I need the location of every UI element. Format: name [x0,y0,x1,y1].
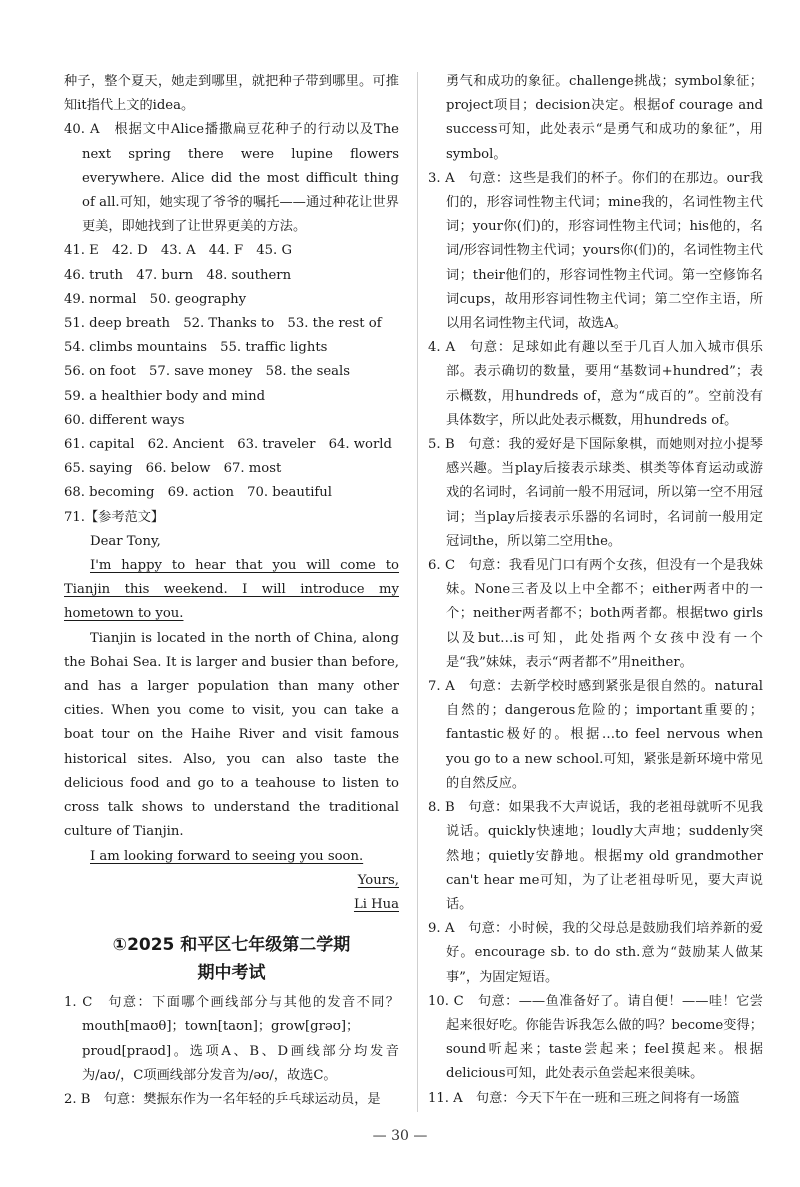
q71-label: 71.【参考范文】 [64,509,165,525]
answer-line: 60. different ways [64,412,185,428]
answer-line: 54. climbs mountains 55. traffic lights [64,340,328,356]
q2-answer-start: 2. B 句意：樊振东作为一名年轻的乒乓球运动员，是 [64,1091,381,1107]
section-title [64,931,399,987]
q1-answer: 1. C 句意：下面哪个画线部分与其他的发音不同？mouth[maʊθ]；town[taʊn]；grow[grəʊ]；proud[praʊd]。选项A、B、D画线部分均发音为/aʊ/，C项画线部分发音为/əʊ/，故选C。 [64,995,399,1083]
answer-line: 51. deep breath 52. Thanks to 53. the rest of [64,316,382,332]
letter-closing: I am looking forward to seeing you soon. [90,848,364,864]
q11-answer-start: 11. A 句意：今天下午在一班和三班之间将有一场篮 [428,1090,740,1106]
right-column [428,70,763,1111]
page-number: — 30 — [372,1128,428,1144]
answer-line: 49. normal 50. geography [64,291,247,307]
q5-answer: 5. B 句意：我的爱好是下国际象棋，而她则对拉小提琴感兴趣。当play后接表示球类、棋类等体育运动或游戏的名词时，名词前一般不用冠词，所以第一空不用冠词；当play后接表示乐器的名词时，名词前一般用定冠词the，所以第二空用the。 [428,437,763,549]
q10-answer: 10. C 句意：——鱼准备好了。请自便！——哇！它尝起来很好吃。你能告诉我怎么做的吗？become变得；sound听起来；taste尝起来；feel摸起来。根据delicious可知，此处表示鱼尝起来很美味。 [428,993,763,1082]
answer-line: 65. saying 66. below 67. most [64,461,282,477]
letter-sign-name: Li Hua [353,896,399,912]
answer-line: 46. truth 47. burn 48. southern [64,267,292,283]
q8-answer: 8. B 句意：如果我不大声说话，我的老祖母就听不见我说话。quickly快速地；loudly大声地；suddenly突然地；quietly安静地。根据my old grandmother can't hear me可知，为了让老祖母听见，要大声说话。 [428,800,763,912]
q9-answer: 9. A 句意：小时候，我的父母总是鼓励我们培养新的爱好。encourage sb. to do sth.意为“鼓励某人做某事”，为固定短语。 [428,921,763,985]
letter-salutation: Dear Tony, [90,533,161,549]
answer-line: 41. E 42. D 43. A 44. F 45. G [64,243,292,259]
short-answers [64,239,399,505]
q6-answer: 6. C 句意：我看见门口有两个女孩，但没有一个是我妹妹。None三者及以上中全都不；either两者中的一个；neither两者都不；both两者都。根据two girls以及but…is可知，此处指两个女孩中没有一个是“我”妹妹，表示“两者都不”用neither。 [428,558,763,670]
answer-line: 61. capital 62. Ancient 63. traveler 64. world [64,437,392,453]
q4-answer: 4. A 句意：足球如此有趣以至于几百人加入城市俱乐部。表示确切的数量，要用“基数词+hundred”；表示概数，用hundreds of，意为“成百的”。空前没有具体数字，所以此处表示概数，用hundreds of。 [428,340,763,428]
letter-para-1: I'm happy to hear that you will come to Tianjin this weekend. I will introduce my hometown to you. [64,558,399,622]
q40-answer: 40. A 根据文中Alice播撒扁豆花种子的行动以及The next spring there were lupine flowers everywhere. Alice did the most difficult thing of all.可知，她实现了爷爷的嘱托——通过种花让世界更美，即她找到了让世界更美的方法。 [64,122,399,235]
letter-sign-yours: Yours, [357,872,399,888]
section-title-line-2: 期中考试 [197,963,266,984]
q2-continuation: 勇气和成功的象征。challenge挑战；symbol象征；project项目；decision决定。根据of courage and success可知，此处表示“是勇气和成功的象征”，用symbol。 [446,74,763,162]
section-title-line-1: ①2025 和平区七年级第二学期 [112,935,351,956]
q7-answer: 7. A 句意：去新学校时感到紧张是很自然的。natural自然的；dangerous危险的；important重要的；fantastic极好的。根据…to feel nervous when you go to a new school.可知，紧张是新环境中常见的自然反应。 [428,679,763,791]
answer-line: 59. a healthier body and mind [64,388,266,404]
letter-para-2: Tianjin is located in the north of China, along the Bohai Sea. It is larger and busier than before, and has a larger population than many other cities. When you come to visit, you can take a boat tour on the Haihe River and visit famous historical sites. Also, you can also taste the delicious food and go to a teahouse to listen to cross talk shows to understand the traditional culture of Tianjin. [64,630,399,840]
column-divider [417,72,418,1112]
answer-line: 56. on foot 57. save money 58. the seals [64,364,351,380]
q39-continuation: 种子，整个夏天，她走到哪里，就把种子带到哪里。可推知it指代上文的idea。 [64,74,399,114]
q3-answer: 3. A 句意：这些是我们的杯子。你们的在那边。our我们的，形容词性物主代词；mine我的，名词性物主代词；your你(们)的，形容词性物主代词；his他的，名词/形容词性物主代词；yours你(们)的，名词性物主代词；their他们的，形容词性物主代词。第一空修饰名词cups，故用形容词性物主代词；第二空作主语，所以用名词性物主代词，故选A。 [428,170,763,332]
left-column [64,70,399,1112]
answer-line: 68. becoming 69. action 70. beautiful [64,485,333,501]
